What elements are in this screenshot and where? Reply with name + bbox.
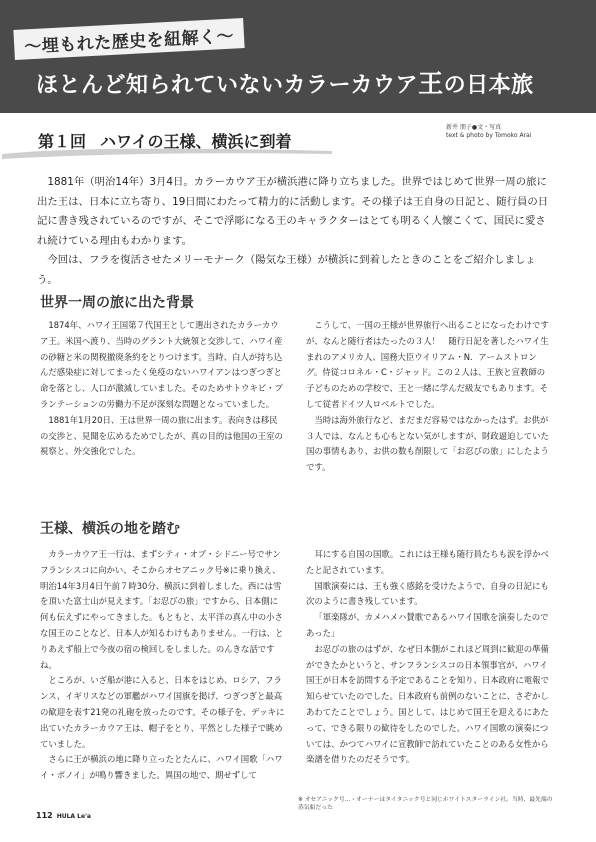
paragraph: 1881年1月20日、王は世界一周の旅に出ます。表向きは移民の交渉と、見聞を広めるためでしたが、真の目的は他国の王室の視察と、外交強化でした。 (40, 414, 283, 457)
page-footer (36, 811, 91, 820)
paragraph: カラーカウア王一行は、まずシティ・オブ・シドニー号でサンフランシスコに向かい、そこからオセアニック号※に乗り換え、明治14年3月4日午前７時30分、横浜に到着しました。西には雪を頂いた富士山が見えます。「お忍びの旅」ですから、日本側に何も伝えずにやってきました。もともと、太平洋の真ん中の小さな国王のことなど、日本人が知るわけもありません。一行は、とりあえず船上で今夜の宿の検回しをしました。のんきな話ですね。 (40, 549, 284, 670)
quote: 「軍楽隊が、カメハメハ賛歌であるハワイ国歌を演奏したのであった」 (306, 612, 549, 638)
title-part-2: の日本旅 (443, 73, 534, 98)
paragraph: 国歌演奏には、王も強く感銘を受けたようで、自身の日記にも次のように書き残しています。 (306, 580, 549, 607)
subtitle-banner (13, 18, 244, 60)
byline-jp: 新井 朋子●文・写真 (446, 124, 502, 131)
paragraph: お忍びの旅のはずが、なぜ日本側がこれほど周到に歓迎の準備ができたかというと、サンフランシスコの日本領事官が、ハワイ国王が日本を訪問する予定であることを知り、日本政府に電報で知らせていたのでした。日本政府も前例のないことに、さぞかしあわてたことでしょう。国として、はじめて国王を迎えるにあたって、できる限りの歓待をしたのでした。ハワイ国歌の演奏については、かつてハワイに宣教師で訪れていたことのある女性から楽譜を借りたのだそうです。 (306, 643, 549, 765)
article-title (36, 64, 534, 100)
magazine-name: HULA Le'a (56, 813, 91, 820)
section2-left-column (40, 547, 286, 784)
footnote: ※ オセアニック号…・オーナーはタイタニック号と同じホワイトスターライン社。当時、最先端の蒸気船だった (298, 797, 553, 811)
title-king: 王 (418, 69, 444, 98)
title-banner (0, 0, 596, 113)
section-heading-background: 世界一周の旅に出た背景 (40, 295, 194, 311)
title-part-1: ほとんど知られていないカラーカウア (36, 73, 419, 98)
lead-paragraph-2: 今回は、フラを復活させたメリーモナーク（陽気な王様）が横浜に到着したときのことをご紹介しましょう。 (37, 254, 536, 286)
paragraph: 当時は海外旅行など、まだまだ容易ではなかったはず。お供が３人では、なんとも心もとない気がしますが、財政逼迫していた国の事情もあり、お供の数も削限して「お忍びの旅」にしたようです。 (306, 414, 549, 473)
section1-right-column (306, 318, 552, 476)
chapter-title: ハワイの王様、横浜に到着 (100, 132, 292, 151)
chapter-number: 第１回 (38, 132, 87, 151)
paragraph: さらに王が横浜の地に降り立ったとたんに、ハワイ国歌「ハワイ・ポノイ」が鳴り響きました。異国の地で、期せずして (40, 754, 283, 781)
section-heading-yokohama: 王様、横浜の地を踏む (40, 521, 180, 537)
chapter-heading (38, 129, 306, 152)
byline-en: text & photo by Tomoko Arai (446, 132, 532, 139)
subtitle: 〜埋もれた歴史を紐解く〜 (23, 26, 235, 57)
section1-left-column (40, 318, 286, 460)
byline (446, 124, 531, 140)
paragraph: こうして、一国の王様が世界旅行へ出ることになったわけですが、なんと随行者はたったの３人！ 随行日記を著したハワイ生まれのアメリカ人、国務大臣ウイリアム・N．アームストロング。侍従コロネル・C・ジャッド。この２人は、王族と宣教師の子どものための学校で、王と一緒に学んだ級友でもあります。そして従者ドイツ人ロベルトでした。 (306, 320, 549, 409)
section2-right-column (306, 547, 552, 768)
paragraph: 耳にする自国の国歌。これには王様も随行員たちも涙を浮かべたと記されています。 (306, 549, 549, 575)
paragraph: ところが、いざ船が港に入ると、日本をはじめ、ロシア、フランス、イギリスなどの軍艦がハワイ国旗を掲げ、つぎつぎと最高の歓迎を表す21発の礼砲を放ったのです。その様子を、デッキに出ていたカラーカウア王は、帽子をとり、平然とした様子で眺めていました。 (40, 675, 285, 749)
lead-paragraph-1: 1881年（明治14年）3月4日。カラーカウア王が横浜港に降り立ちました。世界ではじめて世界一周の旅に出た王は、日本に立ち寄り、19日間にわたって精力的に活動します。その様子は王自身の日記と、随行員の日記に書き残されているのですが、そこで浮彫になる王のキャラクターはとても明るく人懐こくて、国民に愛され続けている理由もわかります。 (37, 176, 549, 247)
page-number: 112 (36, 811, 53, 820)
paragraph: 1874年、ハワイ王国第７代国王として選出されたカラーカウア王。米国へ渡り、当時のグラント大統領と交渉して、ハワイ産の砂糖と米の関税撤廃条約をとりつけます。当時、白人が持ち込んだ感染症に対してまったく免疫のないハワイアンはつぎつぎと命を落とし、人口が激減していました。そのためサトウキビ・プランテーションの労働力不足が深刻な問題となっていました。 (40, 320, 283, 409)
